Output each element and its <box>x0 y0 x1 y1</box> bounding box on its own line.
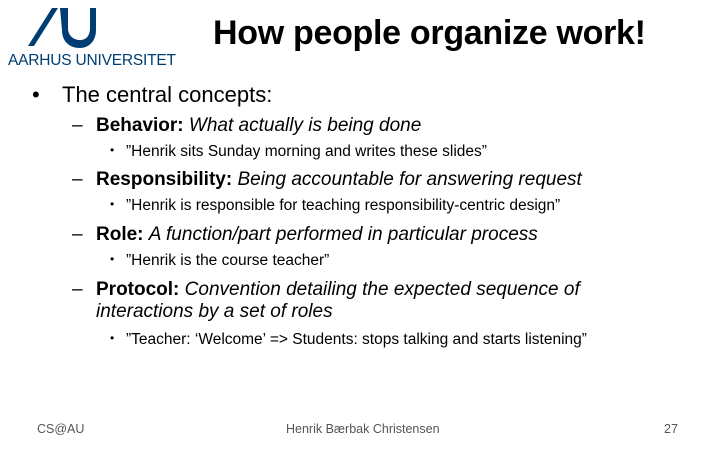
example-text: ”Henrik sits Sunday morning and writes these slides” <box>126 143 487 160</box>
slide-title: How people organize work! <box>213 14 646 52</box>
au-seal-icon <box>26 6 98 50</box>
bullet-dot: • <box>32 82 40 107</box>
dash: – <box>72 115 83 136</box>
au-logo <box>8 6 178 72</box>
page-number: 27 <box>664 422 678 436</box>
concept-term: Protocol: <box>96 279 180 300</box>
concept-description: Convention detailing the expected sequence of <box>184 279 580 300</box>
dash: – <box>72 224 83 245</box>
example-text: ”Teacher: ‘Welcome’ => Students: stops talking and starts listening” <box>126 331 587 348</box>
concept-description: Being accountable for answering request <box>237 169 582 190</box>
dash: – <box>72 169 83 190</box>
concept-responsibility <box>72 169 582 191</box>
concept-description-continued: interactions by a set of roles <box>96 301 333 322</box>
example-role <box>110 252 329 270</box>
footer-author: Henrik Bærbak Christensen <box>286 422 440 436</box>
concept-term: Role: <box>96 224 144 245</box>
footer-left: CS@AU <box>37 422 85 436</box>
main-bullet-text: The central concepts: <box>62 82 273 107</box>
concept-behavior <box>72 115 421 137</box>
main-bullet <box>32 82 272 108</box>
bullet-dot: • <box>110 197 115 211</box>
bullet-dot: • <box>110 252 115 266</box>
bullet-dot: • <box>110 331 115 345</box>
concept-term: Behavior: <box>96 115 184 136</box>
dash: – <box>72 279 83 300</box>
concept-description: A function/part performed in particular process <box>148 224 538 245</box>
example-behavior <box>110 143 487 161</box>
example-text: ”Henrik is responsible for teaching responsibility-centric design” <box>126 197 561 214</box>
concept-protocol <box>72 279 580 323</box>
bullet-dot: • <box>110 143 115 157</box>
concept-term: Responsibility: <box>96 169 233 190</box>
concept-role <box>72 224 538 246</box>
logo-text: AARHUS UNIVERSITET <box>8 52 176 69</box>
concept-description: What actually is being done <box>188 115 422 136</box>
example-protocol <box>110 331 587 349</box>
example-responsibility <box>110 197 560 215</box>
example-text: ”Henrik is the course teacher” <box>126 252 330 269</box>
